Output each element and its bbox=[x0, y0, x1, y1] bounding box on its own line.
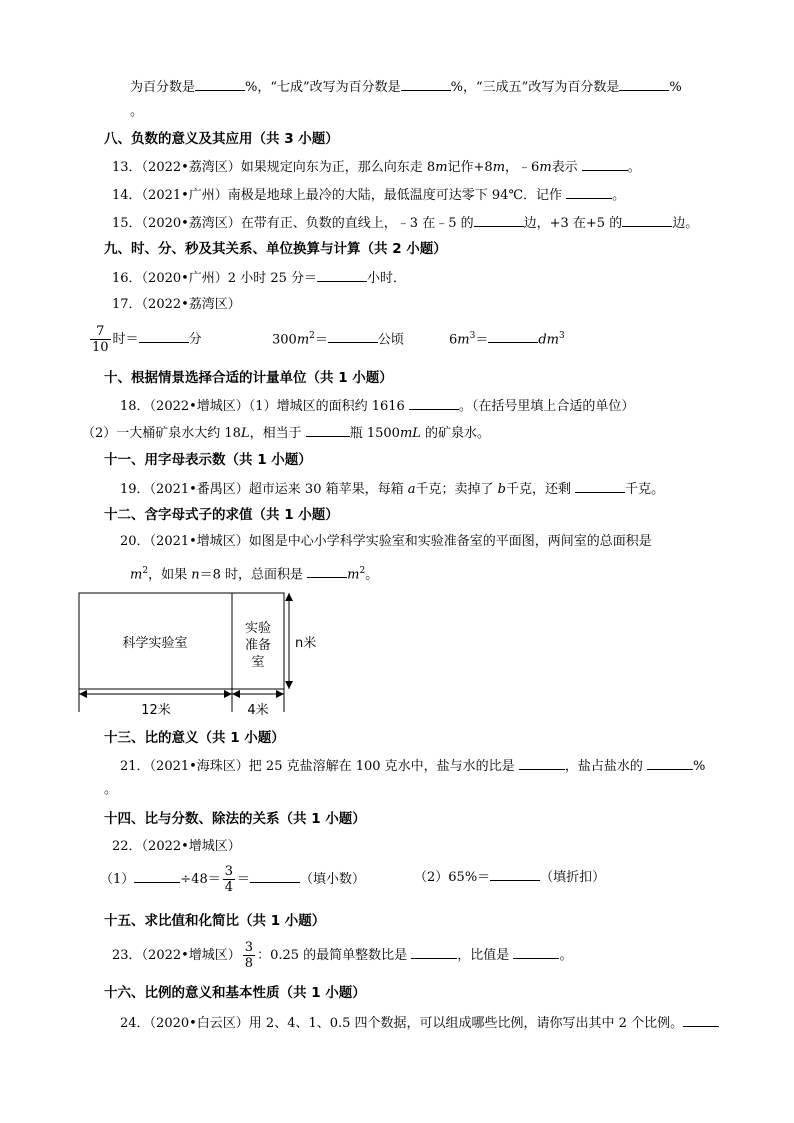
text: 。 bbox=[627, 160, 641, 175]
unit: m bbox=[435, 160, 448, 175]
text: % bbox=[692, 759, 706, 774]
text: ＝ bbox=[475, 332, 489, 348]
text: 16．（2020•广州）2 小时 25 分＝ bbox=[112, 271, 318, 286]
numerator: 3 bbox=[244, 940, 254, 955]
question-continuation bbox=[130, 77, 682, 97]
exponent: 2 bbox=[142, 566, 149, 576]
fraction bbox=[243, 940, 255, 971]
answer-blank[interactable] bbox=[647, 756, 693, 770]
answer-blank[interactable] bbox=[488, 329, 538, 343]
text: ÷48＝ bbox=[180, 872, 221, 887]
arrow-head bbox=[79, 690, 87, 698]
text: 的矿泉水。 bbox=[420, 426, 491, 441]
text: 。（在括号里填上合适的单位） bbox=[458, 399, 635, 414]
numerator: 3 bbox=[224, 864, 233, 879]
text: 。 bbox=[612, 188, 626, 203]
unit: L bbox=[240, 426, 250, 441]
text: 21．（2021•海珠区）把 25 克盐溶解在 100 克水中，盐与水的比是 bbox=[120, 759, 519, 774]
text: 千克，还剩 bbox=[505, 482, 576, 497]
text: 时＝ bbox=[112, 332, 139, 347]
width-label-4: 4米 bbox=[247, 703, 269, 716]
text: ：0.25 的最简单整数比是 bbox=[257, 948, 412, 963]
text: 分 bbox=[188, 332, 202, 347]
floor-plan-figure bbox=[74, 588, 324, 716]
text: 瓶 1500 bbox=[349, 426, 400, 441]
prep-room-label-2: 准备 bbox=[244, 638, 272, 653]
text: 19．（2021•番禺区）超市运来 30 箱苹果，每箱 bbox=[120, 482, 408, 497]
text: 13．（2022•荔湾区）如果规定向东为正，那么向东走 8 bbox=[112, 160, 436, 175]
unit: m bbox=[492, 160, 506, 175]
question-17-items bbox=[88, 324, 202, 355]
question-17-area bbox=[272, 327, 404, 349]
text: （1） bbox=[100, 872, 135, 887]
text: 记作+8 bbox=[447, 160, 493, 175]
question-17: 17．（2022•荔湾区） bbox=[112, 297, 241, 312]
text: 边。 bbox=[672, 216, 699, 231]
section-title: 十五、求比值和化简比（共 1 小题） bbox=[104, 913, 326, 929]
unit: m bbox=[457, 332, 470, 348]
text: 小时． bbox=[367, 271, 407, 286]
question-21 bbox=[120, 756, 705, 776]
height-label: n米 bbox=[295, 636, 317, 651]
denominator: 10 bbox=[92, 340, 109, 355]
unit: m bbox=[296, 332, 310, 348]
width-label-12: 12米 bbox=[141, 703, 171, 716]
text: 24．（2020•白云区）用 2、4、1、0.5 四个数据，可以组成哪些比例，请你写出其中 2 个比例。 bbox=[120, 1016, 684, 1031]
period-line: 。 bbox=[130, 104, 144, 119]
denominator: 4 bbox=[224, 880, 233, 895]
answer-blank[interactable] bbox=[490, 867, 540, 881]
answer-blank[interactable] bbox=[513, 945, 559, 959]
section-title: 十三、比的意义（共 1 小题） bbox=[104, 730, 285, 746]
question-18 bbox=[120, 396, 634, 416]
text: （2）65%＝ bbox=[414, 870, 491, 885]
section-title: 十二、含字母式子的求值（共 1 小题） bbox=[104, 507, 339, 523]
period-line: 。 bbox=[104, 782, 118, 797]
section-title: 九、时、分、秒及其关系、单位换算与计算（共 2 小题） bbox=[104, 241, 447, 257]
section-title: 十四、比与分数、除法的关系（共 1 小题） bbox=[104, 811, 366, 827]
text: %，“七成”改写为百分数是 bbox=[245, 80, 401, 95]
answer-blank[interactable] bbox=[575, 479, 625, 493]
exponent: 3 bbox=[559, 331, 565, 341]
question-14 bbox=[112, 185, 625, 205]
text: ＝ bbox=[237, 872, 251, 887]
variable: a bbox=[407, 482, 416, 497]
answer-blank[interactable] bbox=[683, 1013, 719, 1027]
prep-room-label-1: 实验 bbox=[244, 621, 272, 636]
section-title: 十、根据情景选择合适的计量单位（共 1 小题） bbox=[104, 370, 393, 386]
question-20-cont bbox=[130, 562, 378, 584]
fraction bbox=[223, 864, 235, 895]
variable: n bbox=[191, 567, 200, 583]
answer-blank[interactable] bbox=[411, 945, 457, 959]
answer-blank[interactable] bbox=[195, 77, 245, 91]
question-17-volume bbox=[449, 327, 565, 349]
text: 23．（2022•增城区） bbox=[112, 948, 241, 963]
answer-blank[interactable] bbox=[519, 756, 565, 770]
question-16 bbox=[112, 268, 406, 288]
text: 。 bbox=[365, 567, 379, 583]
unit: dm bbox=[538, 332, 560, 348]
prep-room-label-3: 室 bbox=[251, 655, 265, 670]
answer-blank[interactable] bbox=[317, 268, 367, 282]
text: ，如果 bbox=[148, 567, 192, 583]
text: 边，+3 在+5 的 bbox=[523, 216, 623, 231]
text: ＝8 时，总面积是 bbox=[199, 567, 308, 583]
unit: mL bbox=[399, 426, 421, 441]
exponent: 2 bbox=[359, 566, 366, 576]
arrow-head bbox=[224, 690, 232, 698]
question-20: 20．（2021•增城区）如图是中心小学科学实验室和实验准备室的平面图，两间室的总面积是 bbox=[120, 534, 652, 549]
text: ，相当于 bbox=[249, 426, 306, 441]
text: 千克。 bbox=[625, 482, 665, 497]
unit: m bbox=[130, 567, 143, 583]
answer-blank[interactable] bbox=[306, 423, 350, 437]
question-22: 22．（2022•增城区） bbox=[112, 839, 241, 854]
text: ＝ bbox=[314, 332, 328, 348]
text: 为百分数是 bbox=[130, 80, 196, 95]
exponent: 3 bbox=[469, 331, 476, 341]
section-title: 十六、比例的意义和基本性质（共 1 小题） bbox=[104, 985, 366, 1001]
text: 6 bbox=[449, 332, 458, 348]
lab-room-label: 科学实验室 bbox=[122, 636, 188, 651]
exponent: 2 bbox=[309, 331, 315, 341]
text: 300 bbox=[272, 332, 297, 348]
answer-blank[interactable] bbox=[622, 213, 672, 227]
section-title: 十一、用字母表示数（共 1 小题） bbox=[104, 452, 312, 468]
text: ，盐占盐水的 bbox=[564, 759, 647, 774]
section-title: 八、负数的意义及其应用（共 3 小题） bbox=[104, 131, 339, 147]
denominator: 8 bbox=[244, 956, 254, 971]
answer-blank[interactable] bbox=[409, 396, 459, 410]
answer-blank[interactable] bbox=[307, 564, 347, 578]
question-19 bbox=[120, 479, 664, 499]
answer-blank[interactable] bbox=[566, 185, 612, 199]
answer-blank[interactable] bbox=[401, 77, 451, 91]
question-15 bbox=[112, 213, 698, 233]
answer-blank[interactable] bbox=[474, 213, 524, 227]
text: ，﹣6 bbox=[505, 160, 540, 175]
arrow-head bbox=[232, 690, 240, 698]
unit: m bbox=[347, 567, 360, 583]
numerator: 7 bbox=[90, 324, 111, 340]
question-22-part2 bbox=[414, 867, 605, 887]
question-13 bbox=[112, 157, 641, 177]
text: （填小数） bbox=[300, 872, 366, 887]
variable: b bbox=[497, 482, 506, 497]
text: 千克；卖掉了 bbox=[415, 482, 498, 497]
fraction bbox=[90, 324, 111, 355]
text: 表示 bbox=[551, 160, 582, 175]
answer-blank[interactable] bbox=[619, 77, 669, 91]
arrow-head bbox=[276, 690, 284, 698]
text: 14．（2021•广州）南极是地球上最冷的大陆，最低温度可达零下 94℃．记作 bbox=[112, 188, 567, 203]
answer-blank[interactable] bbox=[328, 329, 378, 343]
question-23 bbox=[112, 940, 572, 971]
answer-blank[interactable] bbox=[582, 157, 628, 171]
text: %，“三成五”改写为百分数是 bbox=[450, 80, 620, 95]
question-18-part2 bbox=[82, 423, 490, 443]
answer-blank[interactable] bbox=[134, 869, 180, 883]
arrow-head bbox=[285, 681, 293, 689]
answer-blank[interactable] bbox=[250, 869, 300, 883]
question-22-part1 bbox=[100, 864, 365, 895]
text: 15．（2020•荔湾区）在带有正、负数的直线上，﹣3 在﹣5 的 bbox=[112, 216, 474, 231]
text: （2）一大桶矿泉水大约 18 bbox=[82, 426, 241, 441]
text: % bbox=[669, 80, 682, 95]
answer-blank[interactable] bbox=[139, 329, 189, 343]
arrow-head bbox=[285, 593, 293, 601]
text: 。 bbox=[559, 948, 573, 963]
text: ，比值是 bbox=[457, 948, 514, 963]
question-24 bbox=[120, 1013, 719, 1033]
text: 公顷 bbox=[377, 332, 404, 348]
text: 18．（2022•增城区）（1）增城区的面积约 1616 bbox=[120, 399, 409, 414]
text: （填折扣） bbox=[540, 870, 606, 885]
unit: m bbox=[539, 160, 552, 175]
